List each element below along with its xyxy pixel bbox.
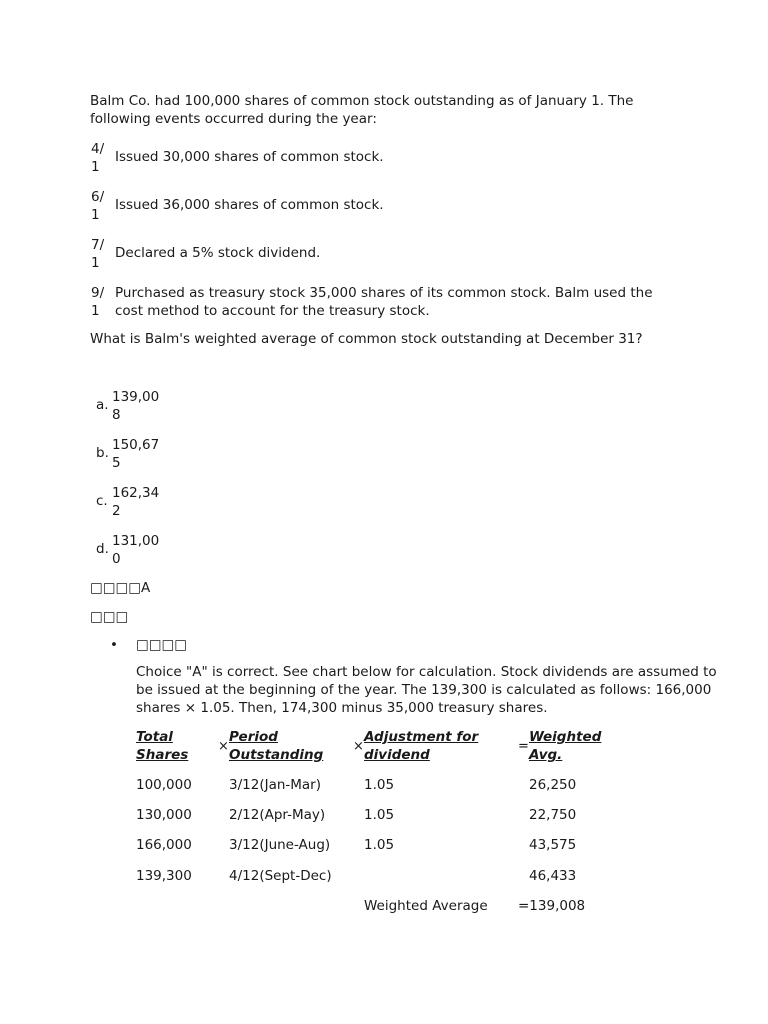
- choice-letter: d.: [96, 541, 109, 557]
- cell-period: 4/12(Sept-Dec): [229, 868, 332, 884]
- cell-adjust: 1.05: [364, 837, 395, 853]
- times-operator: ×: [353, 739, 364, 754]
- choice-value: 131,000: [112, 533, 160, 567]
- cell-shares: 130,000: [136, 807, 192, 823]
- event-description: Purchased as treasury stock 35,000 shares of its common stock. Balm used the cost method to account for the treasury stock.: [115, 285, 653, 319]
- header-text: Shares: [136, 747, 189, 763]
- choice-letter: b.: [96, 445, 109, 461]
- question-intro: Balm Co. had 100,000 shares of common stock outstanding as of January 1. The following events occurred during the year:: [90, 93, 634, 127]
- cell-weighted: 26,250: [529, 777, 577, 793]
- header-text: Weighted: [529, 729, 602, 745]
- explanation: Choice "A" is correct. See chart below for calculation. Stock dividends are assumed to be issued at the beginning of the year. The 139,300 is calculated as follows: 166,000 shares × 1.05. Then, 174,300 minus 35,000 treasury shares.: [136, 664, 717, 716]
- cell-weighted: 43,575: [529, 837, 577, 853]
- event-description: Issued 30,000 shares of common stock.: [115, 149, 384, 165]
- cell-shares: 139,300: [136, 868, 192, 884]
- choice-value: 150,675: [112, 437, 160, 471]
- header-text: Total: [136, 729, 173, 745]
- header-text: Adjustment for: [364, 729, 479, 745]
- total-label: Weighted Average: [364, 898, 488, 914]
- cell-weighted: 22,750: [529, 807, 577, 823]
- header-weighted: [529, 728, 601, 764]
- total-value: =139,008: [518, 898, 586, 914]
- header-period: [229, 728, 323, 764]
- cell-period: 3/12(Jan-Mar): [229, 777, 322, 793]
- header-adjustment: [364, 728, 478, 764]
- choice-letter: a.: [96, 397, 109, 413]
- cell-adjust: 1.05: [364, 777, 395, 793]
- event-date: 7/1: [91, 237, 105, 271]
- bullet-icon: •: [110, 637, 118, 653]
- event-date: 6/1: [91, 189, 105, 223]
- header-text: Outstanding: [229, 747, 324, 763]
- equals-operator: =: [518, 739, 529, 754]
- choice-value: 139,008: [112, 389, 160, 423]
- cell-weighted: 46,433: [529, 868, 577, 884]
- event-description: Issued 36,000 shares of common stock.: [115, 197, 384, 213]
- cell-period: 2/12(Apr-May): [229, 807, 326, 823]
- event-date: 4/1: [91, 141, 105, 175]
- analysis-label: □□□: [90, 609, 129, 625]
- header-text: dividend: [364, 747, 430, 763]
- cell-shares: 100,000: [136, 777, 192, 793]
- choice-letter: c.: [96, 493, 108, 509]
- header-text: Avg.: [529, 747, 563, 763]
- question-prompt: What is Balm's weighted average of common stock outstanding at December 31?: [90, 331, 643, 347]
- event-date: 9/1: [91, 285, 105, 319]
- event-description: Declared a 5% stock dividend.: [115, 245, 321, 261]
- header-total-shares: [136, 728, 188, 764]
- times-operator: ×: [218, 739, 229, 754]
- cell-period: 3/12(June-Aug): [229, 837, 331, 853]
- header-text: Period: [229, 729, 278, 745]
- bullet-label: □□□□: [136, 637, 188, 653]
- cell-shares: 166,000: [136, 837, 192, 853]
- cell-adjust: 1.05: [364, 807, 395, 823]
- choice-value: 162,342: [112, 485, 160, 519]
- answer-line: □□□□A: [90, 580, 151, 596]
